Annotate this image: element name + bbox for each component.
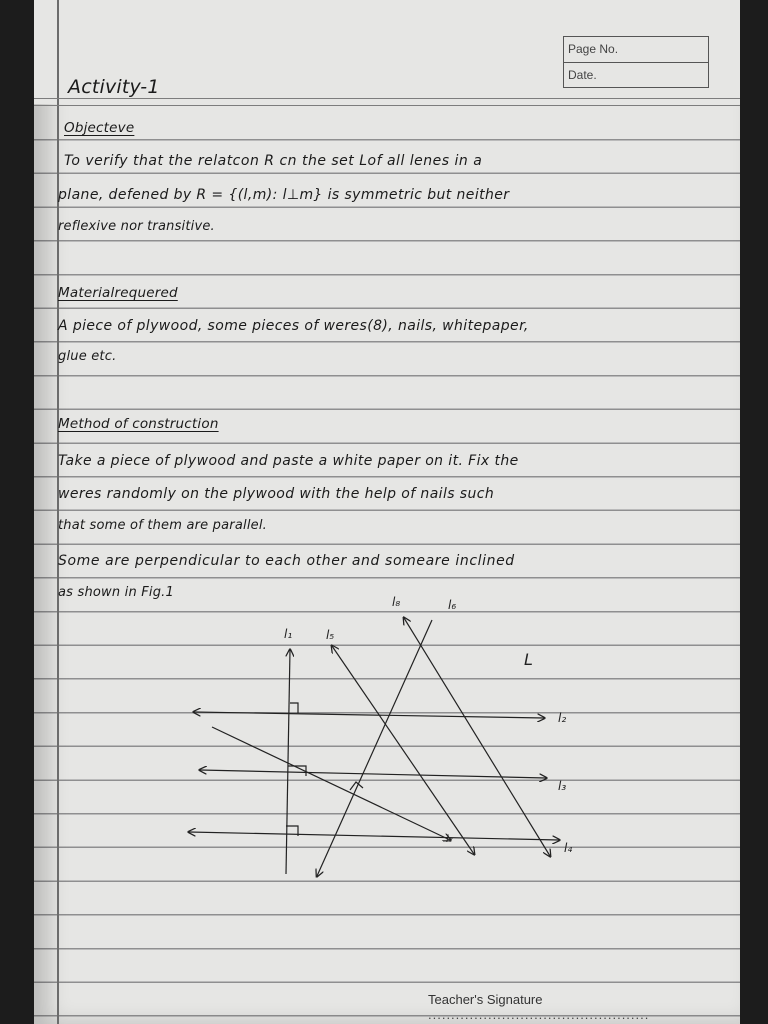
label-set-L: L	[524, 650, 533, 669]
method-line: Take a piece of plywood and paste a white paper on it. Fix the	[58, 453, 519, 469]
activity-title: Activity-1	[68, 76, 160, 98]
method-line: Some are perpendicular to each other and someare inclined	[58, 553, 515, 569]
signature-label: Teacher's Signature	[428, 992, 543, 1007]
label-l1: l₁	[284, 627, 293, 641]
label-l7: l₇	[446, 834, 453, 845]
label-l5: l₅	[326, 628, 335, 642]
method-heading: Method of construction	[58, 416, 219, 432]
teacher-signature	[428, 992, 740, 1022]
label-l8: l₈	[392, 595, 401, 609]
right-angle-mark	[290, 703, 298, 713]
line-l2	[194, 712, 544, 718]
method-line: weres randomly on the plywood with the help of nails such	[58, 486, 495, 502]
line-l6	[317, 620, 432, 876]
label-l4: l₄	[564, 841, 573, 855]
material-line: glue etc.	[58, 349, 117, 364]
line-l5	[332, 646, 474, 854]
line-l7	[212, 727, 450, 840]
method-line: that some of them are parallel.	[58, 518, 267, 533]
label-l6: l₆	[448, 598, 457, 612]
signature-dots: ................................................	[428, 1007, 650, 1022]
page-no-field: Page No.	[568, 42, 619, 56]
method-line: as shown in Fig.1	[58, 585, 174, 600]
label-l3: l₃	[558, 779, 567, 793]
objective-line: To verify that the relatcon R cn the set Lof all lenes in a	[64, 153, 483, 169]
material-line: A piece of plywood, some pieces of weres(8), nails, whitepaper,	[58, 318, 529, 334]
material-heading: Materialrequered	[58, 285, 178, 301]
notebook-page	[34, 0, 740, 1024]
line-l4	[189, 832, 559, 840]
objective-line: reflexive nor transitive.	[58, 219, 215, 234]
date-field: Date.	[564, 62, 708, 88]
lines-figure	[34, 0, 740, 1024]
objective-line: plane, defened by R = {(l,m): l⊥m} is symmetric but neither	[58, 187, 510, 203]
label-l2: l₂	[558, 711, 567, 725]
objective-heading: Objecteve	[64, 120, 135, 136]
line-l3	[200, 770, 546, 778]
